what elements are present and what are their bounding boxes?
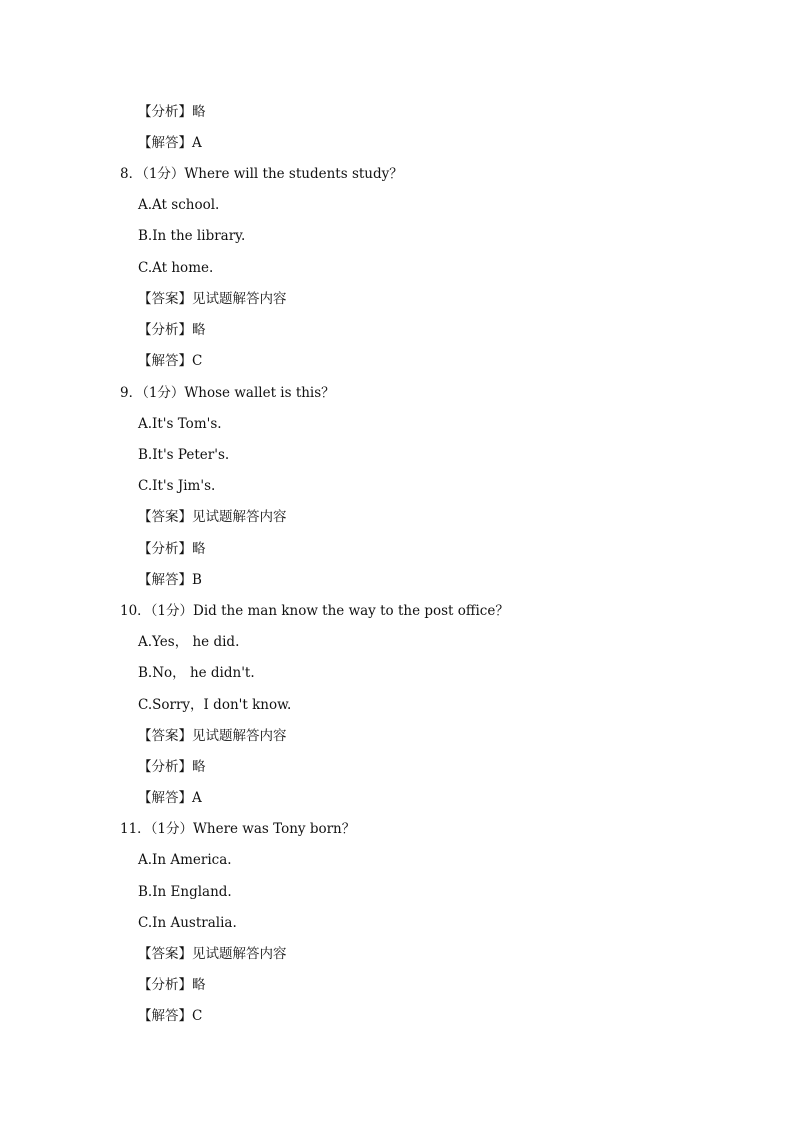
option-c: C.It's Jim's. xyxy=(138,478,216,494)
solution-line: 【解答】B xyxy=(138,572,202,588)
option-b: B.In England. xyxy=(138,884,232,900)
option-b: B.In the library. xyxy=(138,228,246,244)
answer-line: 【答案】见试题解答内容 xyxy=(138,509,287,525)
option-a: A.It's Tom's. xyxy=(138,416,222,432)
question-stem: 11．（1分）Where was Tony born？ xyxy=(120,821,356,837)
question-stem: 9．（1分）Whose wallet is this？ xyxy=(120,385,335,401)
question-stem: 10．（1分）Did the man know the way to the post office？ xyxy=(120,603,509,619)
option-c: C.At home. xyxy=(138,260,214,276)
analysis-line: 【分析】略 xyxy=(138,541,206,557)
solution-line: 【解答】A xyxy=(138,790,202,806)
option-a: A.At school. xyxy=(138,197,220,213)
option-c: C.In Australia. xyxy=(138,915,237,931)
question-stem: 8．（1分）Where will the students study？ xyxy=(120,166,403,182)
solution-line: 【解答】C xyxy=(138,353,203,369)
solution-line: 【解答】C xyxy=(138,1008,203,1024)
solution-line: 【解答】A xyxy=(138,135,202,151)
option-a: A.In America. xyxy=(138,852,232,868)
option-a: A.Yes， he did. xyxy=(138,634,240,650)
option-c: C.Sorry，I don't know. xyxy=(138,697,292,713)
analysis-line: 【分析】略 xyxy=(138,104,206,120)
analysis-line: 【分析】略 xyxy=(138,977,206,993)
answer-line: 【答案】见试题解答内容 xyxy=(138,728,287,744)
analysis-line: 【分析】略 xyxy=(138,322,206,338)
option-b: B.It's Peter's. xyxy=(138,447,230,463)
answer-line: 【答案】见试题解答内容 xyxy=(138,946,287,962)
option-b: B.No， he didn't. xyxy=(138,665,255,681)
answer-line: 【答案】见试题解答内容 xyxy=(138,291,287,307)
analysis-line: 【分析】略 xyxy=(138,759,206,775)
